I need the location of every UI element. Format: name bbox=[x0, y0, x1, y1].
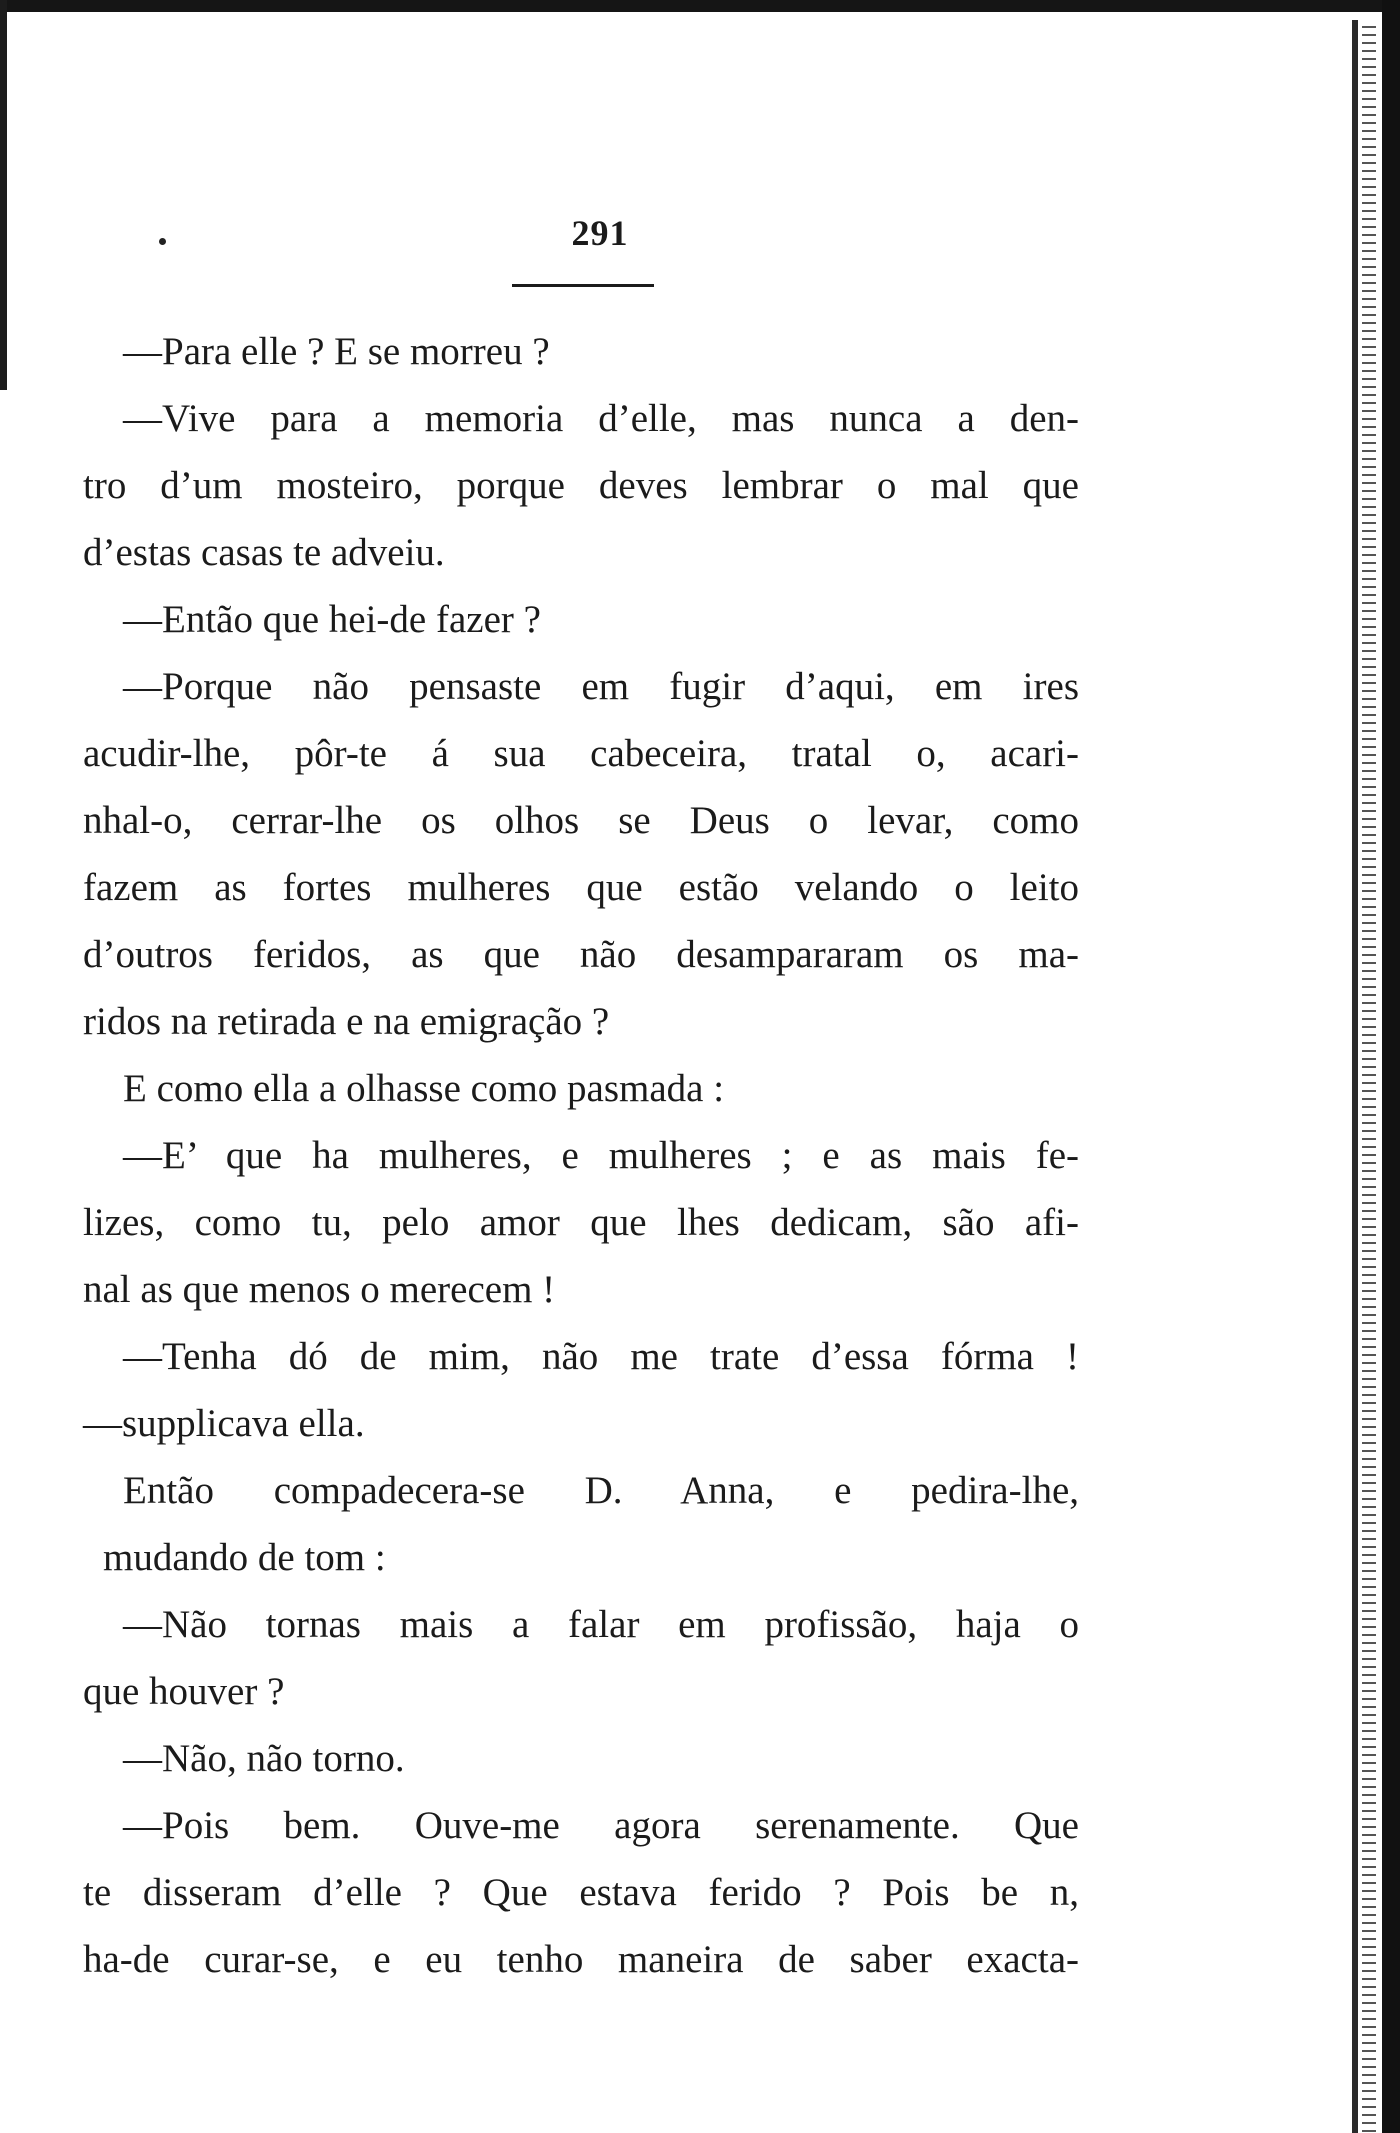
text-line: ridos na retirada e na emigração ? bbox=[83, 1000, 610, 1043]
scan-edge-right-texture bbox=[1362, 20, 1376, 2133]
text-line: —Não tornas mais a falar em profissão, haja o bbox=[123, 1603, 1079, 1646]
scan-edge-top bbox=[0, 0, 1400, 12]
text-line: —Tenha dó de mim, não me trate d’essa fórma ! bbox=[123, 1335, 1079, 1378]
text-line: —E’ que ha mulheres, e mulheres ; e as mais fe- bbox=[123, 1134, 1079, 1177]
text-line: nhal-o, cerrar-lhe os olhos se Deus o levar, como bbox=[83, 799, 1079, 842]
text-line: tro d’um mosteiro, porque deves lembrar o mal que bbox=[83, 464, 1079, 507]
text-line: fazem as fortes mulheres que estão velando o leito bbox=[83, 866, 1079, 909]
text-line: Então compadecera-se D. Anna, e pedira-lhe, bbox=[123, 1469, 1079, 1512]
text-line: E como ella a olhasse como pasmada : bbox=[123, 1067, 725, 1110]
text-line: —Pois bem. Ouve-me agora serenamente. Que bbox=[123, 1804, 1079, 1847]
text-line: —Para elle ? E se morreu ? bbox=[123, 330, 550, 373]
scan-edge-right-inner bbox=[1352, 20, 1358, 2133]
page-number: 291 bbox=[571, 213, 629, 253]
text-line: d’estas casas te adveiu. bbox=[83, 531, 445, 574]
page-body bbox=[83, 318, 1079, 1993]
scan-edge-left bbox=[0, 0, 7, 390]
text-line: acudir-lhe, pôr-te á sua cabeceira, tratal o, acari- bbox=[83, 732, 1079, 775]
text-line: lizes, como tu, pelo amor que lhes dedicam, são afi- bbox=[83, 1201, 1079, 1244]
text-line: nal as que menos o merecem ! bbox=[83, 1268, 556, 1311]
page-number-rule bbox=[512, 284, 654, 287]
text-line: ha-de curar-se, e eu tenho maneira de saber exacta- bbox=[83, 1938, 1079, 1981]
text-line: que houver ? bbox=[83, 1670, 285, 1713]
text-line: —Vive para a memoria d’elle, mas nunca a den- bbox=[123, 397, 1079, 440]
text-line: d’outros feridos, as que não desampararam os ma- bbox=[83, 933, 1079, 976]
scan-edge-right bbox=[1382, 0, 1400, 2133]
text-line: —Porque não pensaste em fugir d’aqui, em ires bbox=[123, 665, 1079, 708]
text-line: —supplicava ella. bbox=[83, 1402, 365, 1445]
text-line: te disseram d’elle ? Que estava ferido ? Pois be n, bbox=[83, 1871, 1079, 1914]
text-line: —Então que hei-de fazer ? bbox=[123, 598, 541, 641]
text-line: mudando de tom : bbox=[103, 1536, 386, 1579]
text-line: —Não, não torno. bbox=[123, 1737, 405, 1780]
